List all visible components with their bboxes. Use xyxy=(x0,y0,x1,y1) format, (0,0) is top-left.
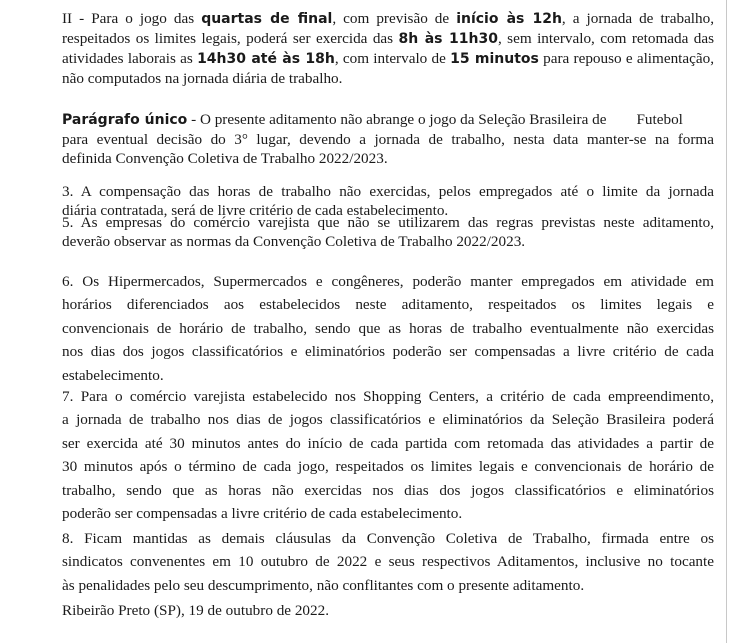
item-7-line-3: ser exercida até 30 minutos antes do início de cada partida com retomada das atividades a partir de xyxy=(62,434,714,452)
section-ii-line-1 xyxy=(62,9,714,29)
page-edge-line xyxy=(726,0,727,643)
bold-text-run: 15 minutos xyxy=(450,51,539,67)
item-7-line-2: a jornada de trabalho nos dias de jogos classificatórios e eliminatórios da Seleção Brasileira poderá xyxy=(62,411,714,429)
item-5-line-2: deverão observar as normas da Convenção Coletiva de Trabalho 2022/2023. xyxy=(62,233,526,250)
item-6-line-3: convencionais de horário de trabalho, sendo que as horas de trabalho eventualmente não exercidas xyxy=(62,319,714,337)
paragrafo-unico-label: Parágrafo único xyxy=(62,112,188,128)
section-ii-line-4: não computados na jornada diária de trabalho. xyxy=(62,70,343,87)
bold-text-run: 14h30 até às 18h xyxy=(197,51,335,67)
text-run: atividades laborais as xyxy=(62,50,198,67)
bold-text-run: início às 12h xyxy=(456,11,562,27)
text-run: - O presente aditamento não abrange o jogo da Seleção Brasileira de xyxy=(187,111,607,128)
section-ii-line-2 xyxy=(62,29,714,49)
item-3-line-1: 3. A compensação das horas de trabalho não exercidas, pelos empregados até o limite da jornada xyxy=(62,183,714,200)
text-run: para repouso e alimentação, xyxy=(538,50,715,67)
item-7-line-4: 30 minutos após o término de cada jogo, respeitados os limites legais e convencionais de horário de xyxy=(62,458,714,476)
item-6-paragraph xyxy=(62,270,714,387)
paragrafo-unico-line-1 xyxy=(62,110,714,130)
item-6-line-4: nos dias dos jogos classificatórios e eliminatórios poderão ser compensadas a livre critério de cada xyxy=(62,343,714,361)
text-run: , sem intervalo, com retomada das xyxy=(497,30,715,47)
paragrafo-unico-paragraph xyxy=(62,110,714,168)
item-6-line-1: 6. Os Hipermercados, Supermercados e congêneres, poderão manter empregados em atividade em xyxy=(62,273,714,290)
item-8-line-1: 8. Ficam mantidas as demais cláusulas da Convenção Coletiva de Trabalho, firmada entre os xyxy=(62,530,714,547)
item-8-paragraph xyxy=(62,527,714,597)
item-7-line-5: trabalho, sendo que as horas não exercidas nos dias dos jogos classificatórios e eliminatórios xyxy=(62,481,714,499)
bold-text-run: 8h às 11h30 xyxy=(398,31,498,47)
place-date-paragraph xyxy=(62,601,714,620)
item-3-line-2: diária contratada, será de livre critério de cada estabelecimento. xyxy=(62,202,449,219)
item-5-line-1: 5. As empresas do comércio varejista que não se utilizarem das regras previstas neste aditamento, xyxy=(62,214,714,231)
item-6-line-5: estabelecimento. xyxy=(62,366,164,384)
item-7-line-6: poderão ser compensadas a livre critério de cada estabelecimento. xyxy=(62,505,463,523)
section-ii-line-3 xyxy=(62,49,714,69)
text-run: II - Para o jogo das xyxy=(62,10,202,27)
text-run: , com previsão de xyxy=(332,10,457,27)
item-8-line-2: sindicatos convenentes em 10 outubro de 2022 e seus respectivos Aditamentos, inclusive no tocante xyxy=(62,553,714,571)
paragrafo-unico-line-2: para eventual decisão do 3° lugar, devendo a jornada de trabalho, nesta data manter-se na forma xyxy=(62,131,714,148)
item-8-line-3: às penalidades pelo seu descumprimento, não conflitantes com o presente aditamento. xyxy=(62,576,585,594)
text-run: respeitados os limites legais, poderá ser exercida das xyxy=(62,30,399,47)
item-5-paragraph xyxy=(62,213,714,251)
text-run: , com intervalo de xyxy=(334,50,451,67)
item-7-paragraph xyxy=(62,385,714,525)
text-run: , a jornada de trabalho, xyxy=(561,10,715,27)
item-7-line-1: 7. Para o comércio varejista estabelecido nos Shopping Centers, a critério de cada empreendimento, xyxy=(62,388,714,405)
item-6-line-2: horários diferenciados aos estabelecidos neste aditamento, respeitados os limites legais e xyxy=(62,296,714,314)
paragrafo-unico-line-3: definida Convenção Coletiva de Trabalho 2022/2023. xyxy=(62,150,388,167)
bold-text-run: quartas de final xyxy=(201,11,333,27)
section-ii-paragraph xyxy=(62,9,714,88)
text-run: Futebol xyxy=(636,111,683,128)
place-date-line: Ribeirão Preto (SP), 19 de outubro de 2022. xyxy=(62,602,330,619)
